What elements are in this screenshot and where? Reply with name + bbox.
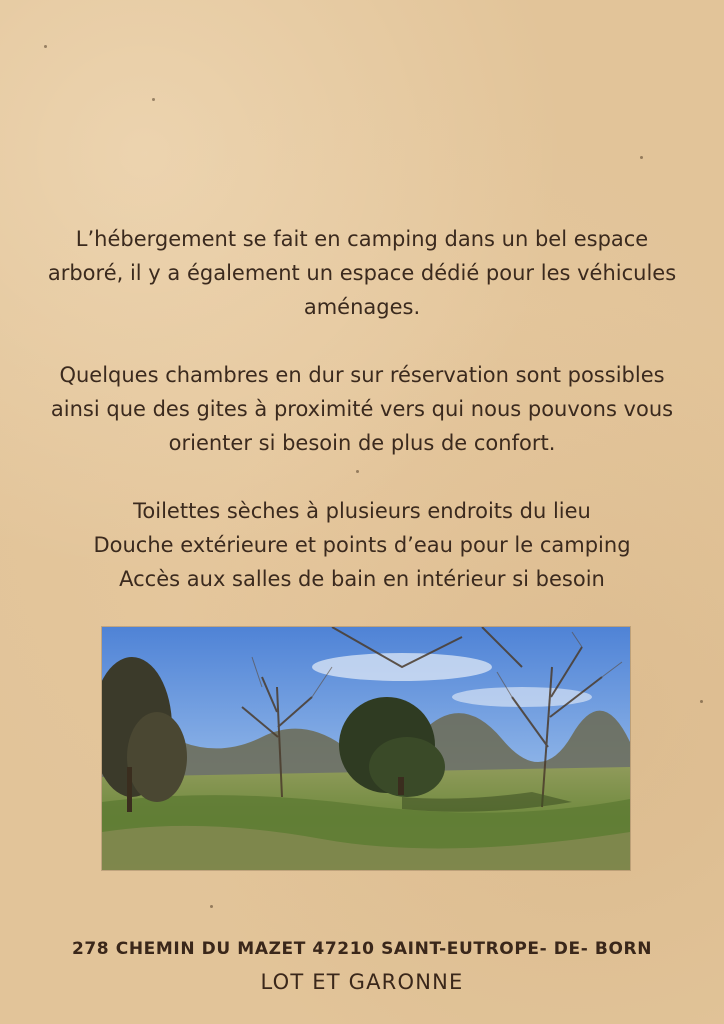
paper-speck	[152, 98, 155, 101]
text-line: L’hébergement se fait en camping dans un bel espace	[75, 227, 649, 251]
region-line: LOT ET GARONNE	[260, 970, 464, 994]
text-line: Toilettes sèches à plusieurs endroits du lieu	[133, 499, 591, 523]
text-line: orienter si besoin de plus de confort.	[168, 431, 556, 455]
text-line: Douche extérieure et points d’eau pour le camping	[93, 533, 631, 557]
meadow-trees-image	[102, 627, 630, 870]
text-line: ainsi que des gites à proximité vers qui nous pouvons vous	[50, 397, 674, 421]
paper-speck	[640, 156, 643, 159]
paragraph-facilities	[22, 494, 702, 596]
text-line: arboré, il y a également un espace dédié pour les véhicules	[47, 261, 677, 285]
landscape-photo	[101, 626, 631, 871]
paper-speck	[700, 700, 703, 703]
paper-speck	[44, 45, 47, 48]
text-line: aménages.	[303, 295, 421, 319]
text-line: Quelques chambres en dur sur réservation sont possibles	[59, 363, 665, 387]
paragraph-accommodation	[22, 222, 702, 324]
text-line: Accès aux salles de bain en intérieur si besoin	[119, 567, 605, 591]
paper-speck	[210, 905, 213, 908]
address-line: 278 CHEMIN DU MAZET 47210 SAINT-EUTROPE- DE- BORN	[71, 939, 653, 959]
description-text	[0, 222, 724, 630]
paragraph-rooms	[22, 358, 702, 460]
